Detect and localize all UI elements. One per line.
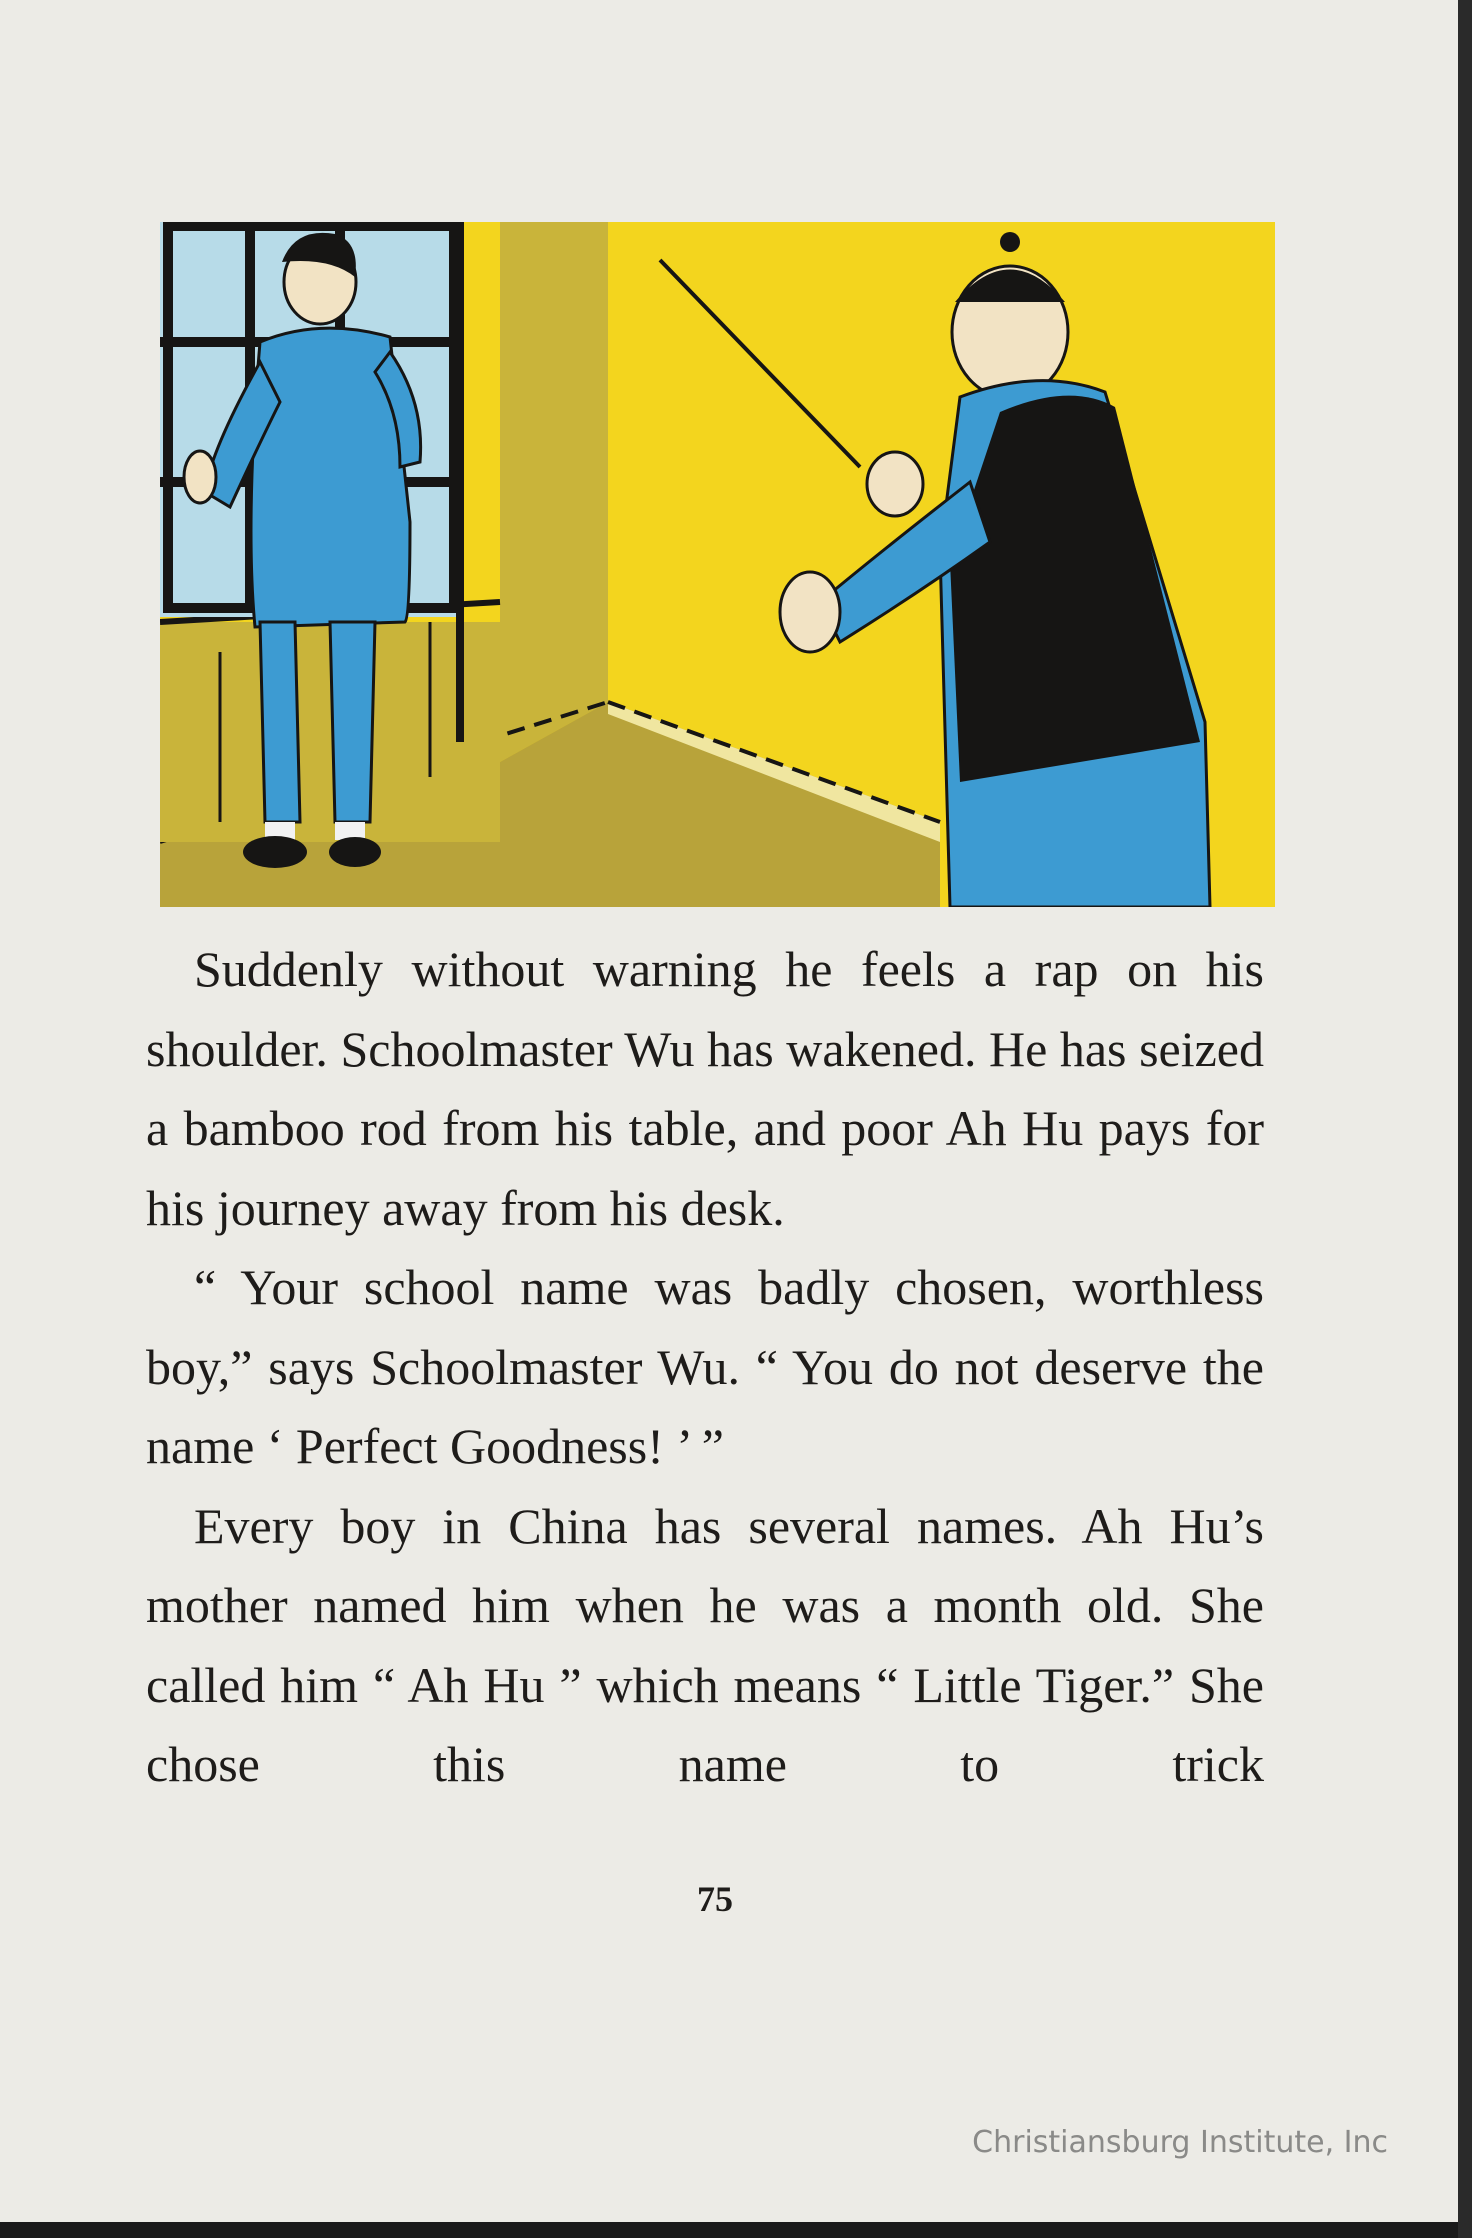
story-text [146,930,1264,1805]
classroom-scene-image [160,222,1275,907]
book-edge [1458,0,1472,2238]
paragraph-2: “ Your school name was badly chosen, worthless boy,” says Schoolmaster Wu. “ You do not deserve the name ‘ Perfect Goodness! ’ ” [146,1259,1264,1474]
paragraph-3: Every boy in China has several names. Ah Hu’s mother named him when he was a month old. She called him “ Ah Hu ” which means “ Little Tiger.” She chose this name to trick [146,1497,1264,1792]
watermark-text: Christiansburg Institute, Inc [972,2125,1388,2160]
paragraph-1: Suddenly without warning he feels a rap on his shoulder. Schoolmaster Wu has wakened. He has seized a bamboo rod from his table, and poor Ah Hu pays for his journey away from his desk. [146,941,1264,1236]
side-wall [500,222,608,762]
page-number: 75 [697,1879,733,1919]
classroom-illustration [160,222,1275,907]
